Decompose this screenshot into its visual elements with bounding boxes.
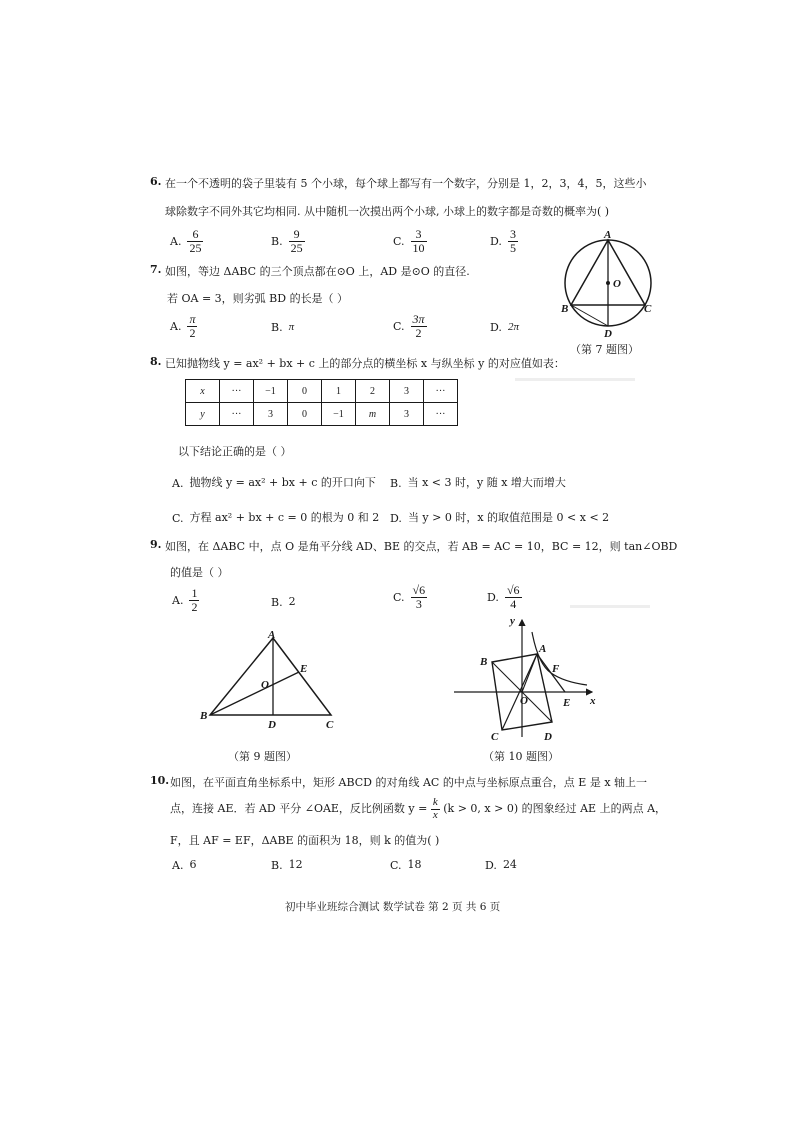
option-c[interactable]: C. $\frac{3}{10}$ [393, 227, 425, 255]
label-f: F [552, 663, 560, 675]
figure-caption: （第 9 题图） [228, 750, 297, 763]
question-text: 在一个不透明的袋子里装有 5 个小球，每个球上都写有一个数字，分别是 1，2，3，4，5，这些小 [165, 177, 647, 190]
question-text: 如图，在平面直角坐标系中，矩形 ABCD 的对角线 AC 的中点与坐标原点重合，点 E 是 x 轴上一 [170, 776, 648, 789]
option-d[interactable]: D. $\frac{3}{5}$ [490, 227, 516, 255]
label-e: E [563, 697, 571, 709]
option-d[interactable]: D. $\frac{√6}{4}$ [487, 583, 520, 611]
option-b[interactable]: B. $\frac{9}{25}$ [271, 227, 303, 255]
question-text: 若 OA = 3，则劣弧 BD 的长是（ ） [167, 292, 349, 305]
label-c: C [644, 303, 652, 315]
option-a[interactable]: A. 抛物线 y = ax² + bx + c 的开口向下 [172, 476, 376, 490]
option-a[interactable]: A. $\frac{6}{25}$ [170, 227, 202, 255]
question-number: 9. [150, 538, 162, 551]
bisector-be [210, 672, 299, 715]
label-a: A [604, 230, 612, 241]
label-c: C [326, 719, 334, 731]
scan-smudge [570, 605, 650, 608]
segment-ao [522, 654, 537, 692]
chord-bd [571, 305, 608, 326]
label-b: B [200, 710, 208, 722]
fraction: $\frac{3\pi}{2}$ [412, 312, 425, 340]
center-point [606, 281, 610, 285]
label-a: A [539, 643, 547, 655]
label-y: y [510, 615, 515, 627]
question-number: 10. [150, 774, 170, 787]
value-table [185, 379, 458, 426]
label-o: O [520, 695, 528, 707]
label-b: B [480, 656, 488, 668]
table-row-y: y ··· 3 0 −1 m 3 ··· [186, 403, 458, 426]
question-text-with-formula: 点，连接 AE．若 AD 平分 ∠OAE，反比例函数 y = $\frac{k}{x}$ (k > 0, x > 0) 的图象经过 AE 上的两点 A， [170, 796, 667, 821]
option-b[interactable]: B. 2 [271, 595, 296, 609]
option-d[interactable]: D. 当 y > 0 时，x 的取值范围是 0 < x < 2 [390, 511, 610, 525]
option-a[interactable]: A. 6 [172, 858, 197, 872]
label-d: D [604, 328, 612, 340]
question-number: 6. [150, 175, 162, 188]
page-footer: 初中毕业班综合测试 数学试卷 第 2 页 共 6 页 [285, 901, 501, 913]
table-row-x: x ··· −1 0 1 2 3 ··· [186, 380, 458, 403]
label-a: A [268, 629, 276, 641]
question-text: 如图，在 ΔABC 中，点 O 是角平分线 AD、BE 的交点，若 AB = AC = 10，BC = 12，则 tan∠OBD [165, 540, 678, 553]
label-b: B [561, 303, 569, 315]
fraction: $\frac{k}{x}$ [432, 796, 438, 821]
question-text: 球除数字不同外其它均相同. 从中随机一次摸出两个小球, 小球上的数字都是奇数的概率为( ) [165, 205, 610, 218]
fraction: $\frac{9}{25}$ [290, 227, 303, 255]
option-a[interactable]: A. $\frac{1}{2}$ [172, 586, 198, 614]
option-c[interactable]: C. 方程 ax² + bx + c = 0 的根为 0 和 2 [172, 511, 380, 525]
question-number: 8. [150, 355, 162, 368]
question-text: 已知抛物线 y = ax² + bx + c 上的部分点的横坐标 x 与纵坐标 y 的对应值如表： [165, 357, 565, 370]
option-c[interactable]: C. 18 [390, 858, 422, 872]
option-b[interactable]: B. 12 [271, 858, 303, 872]
label-e: E [300, 663, 308, 675]
hyperbola-curve [532, 632, 587, 685]
label-d: D [544, 731, 552, 742]
option-d[interactable]: D. 24 [485, 858, 517, 872]
option-a[interactable]: A. $\frac{\pi}{2}$ [170, 312, 196, 340]
fraction: $\frac{1}{2}$ [191, 586, 198, 614]
question-text: 的值是（ ） [170, 566, 229, 579]
fraction: $\frac{√6}{4}$ [506, 583, 520, 611]
question-text: F，且 AF = EF，ΔABE 的面积为 18，则 k 的值为( ) [170, 834, 440, 847]
question-number: 7. [150, 263, 162, 276]
question-text: 如图，等边 ΔABC 的三个顶点都在⊙O 上，AD 是⊙O 的直径. [165, 265, 470, 278]
figure-9-triangle-diagram [198, 628, 348, 733]
figure-10-coordinate-diagram [452, 612, 602, 742]
figure-caption: （第 7 题图） [570, 343, 639, 356]
scan-smudge [515, 378, 635, 381]
option-d[interactable]: D. 2π [490, 320, 519, 334]
option-b[interactable]: B. 当 x < 3 时，y 随 x 增大而增大 [390, 476, 566, 490]
question-text: 以下结论正确的是（ ） [178, 445, 292, 458]
label-c: C [491, 731, 499, 742]
fraction: $\frac{6}{25}$ [189, 227, 202, 255]
label-d: D [268, 719, 276, 731]
fraction: $\frac{\pi}{2}$ [189, 312, 196, 340]
fraction: $\frac{√6}{3}$ [412, 583, 426, 611]
option-c[interactable]: C. $\frac{√6}{3}$ [393, 583, 426, 611]
label-o: O [261, 679, 269, 691]
label-x: x [590, 695, 596, 707]
option-b[interactable]: B. π [271, 320, 295, 334]
label-o: O [613, 278, 621, 290]
option-c[interactable]: C. $\frac{3\pi}{2}$ [393, 312, 425, 340]
fraction: $\frac{3}{10}$ [412, 227, 425, 255]
fraction: $\frac{3}{5}$ [509, 227, 516, 255]
triangle-abc [210, 638, 331, 715]
figure-7-circle-diagram [560, 230, 670, 355]
figure-caption: （第 10 题图） [483, 750, 559, 763]
